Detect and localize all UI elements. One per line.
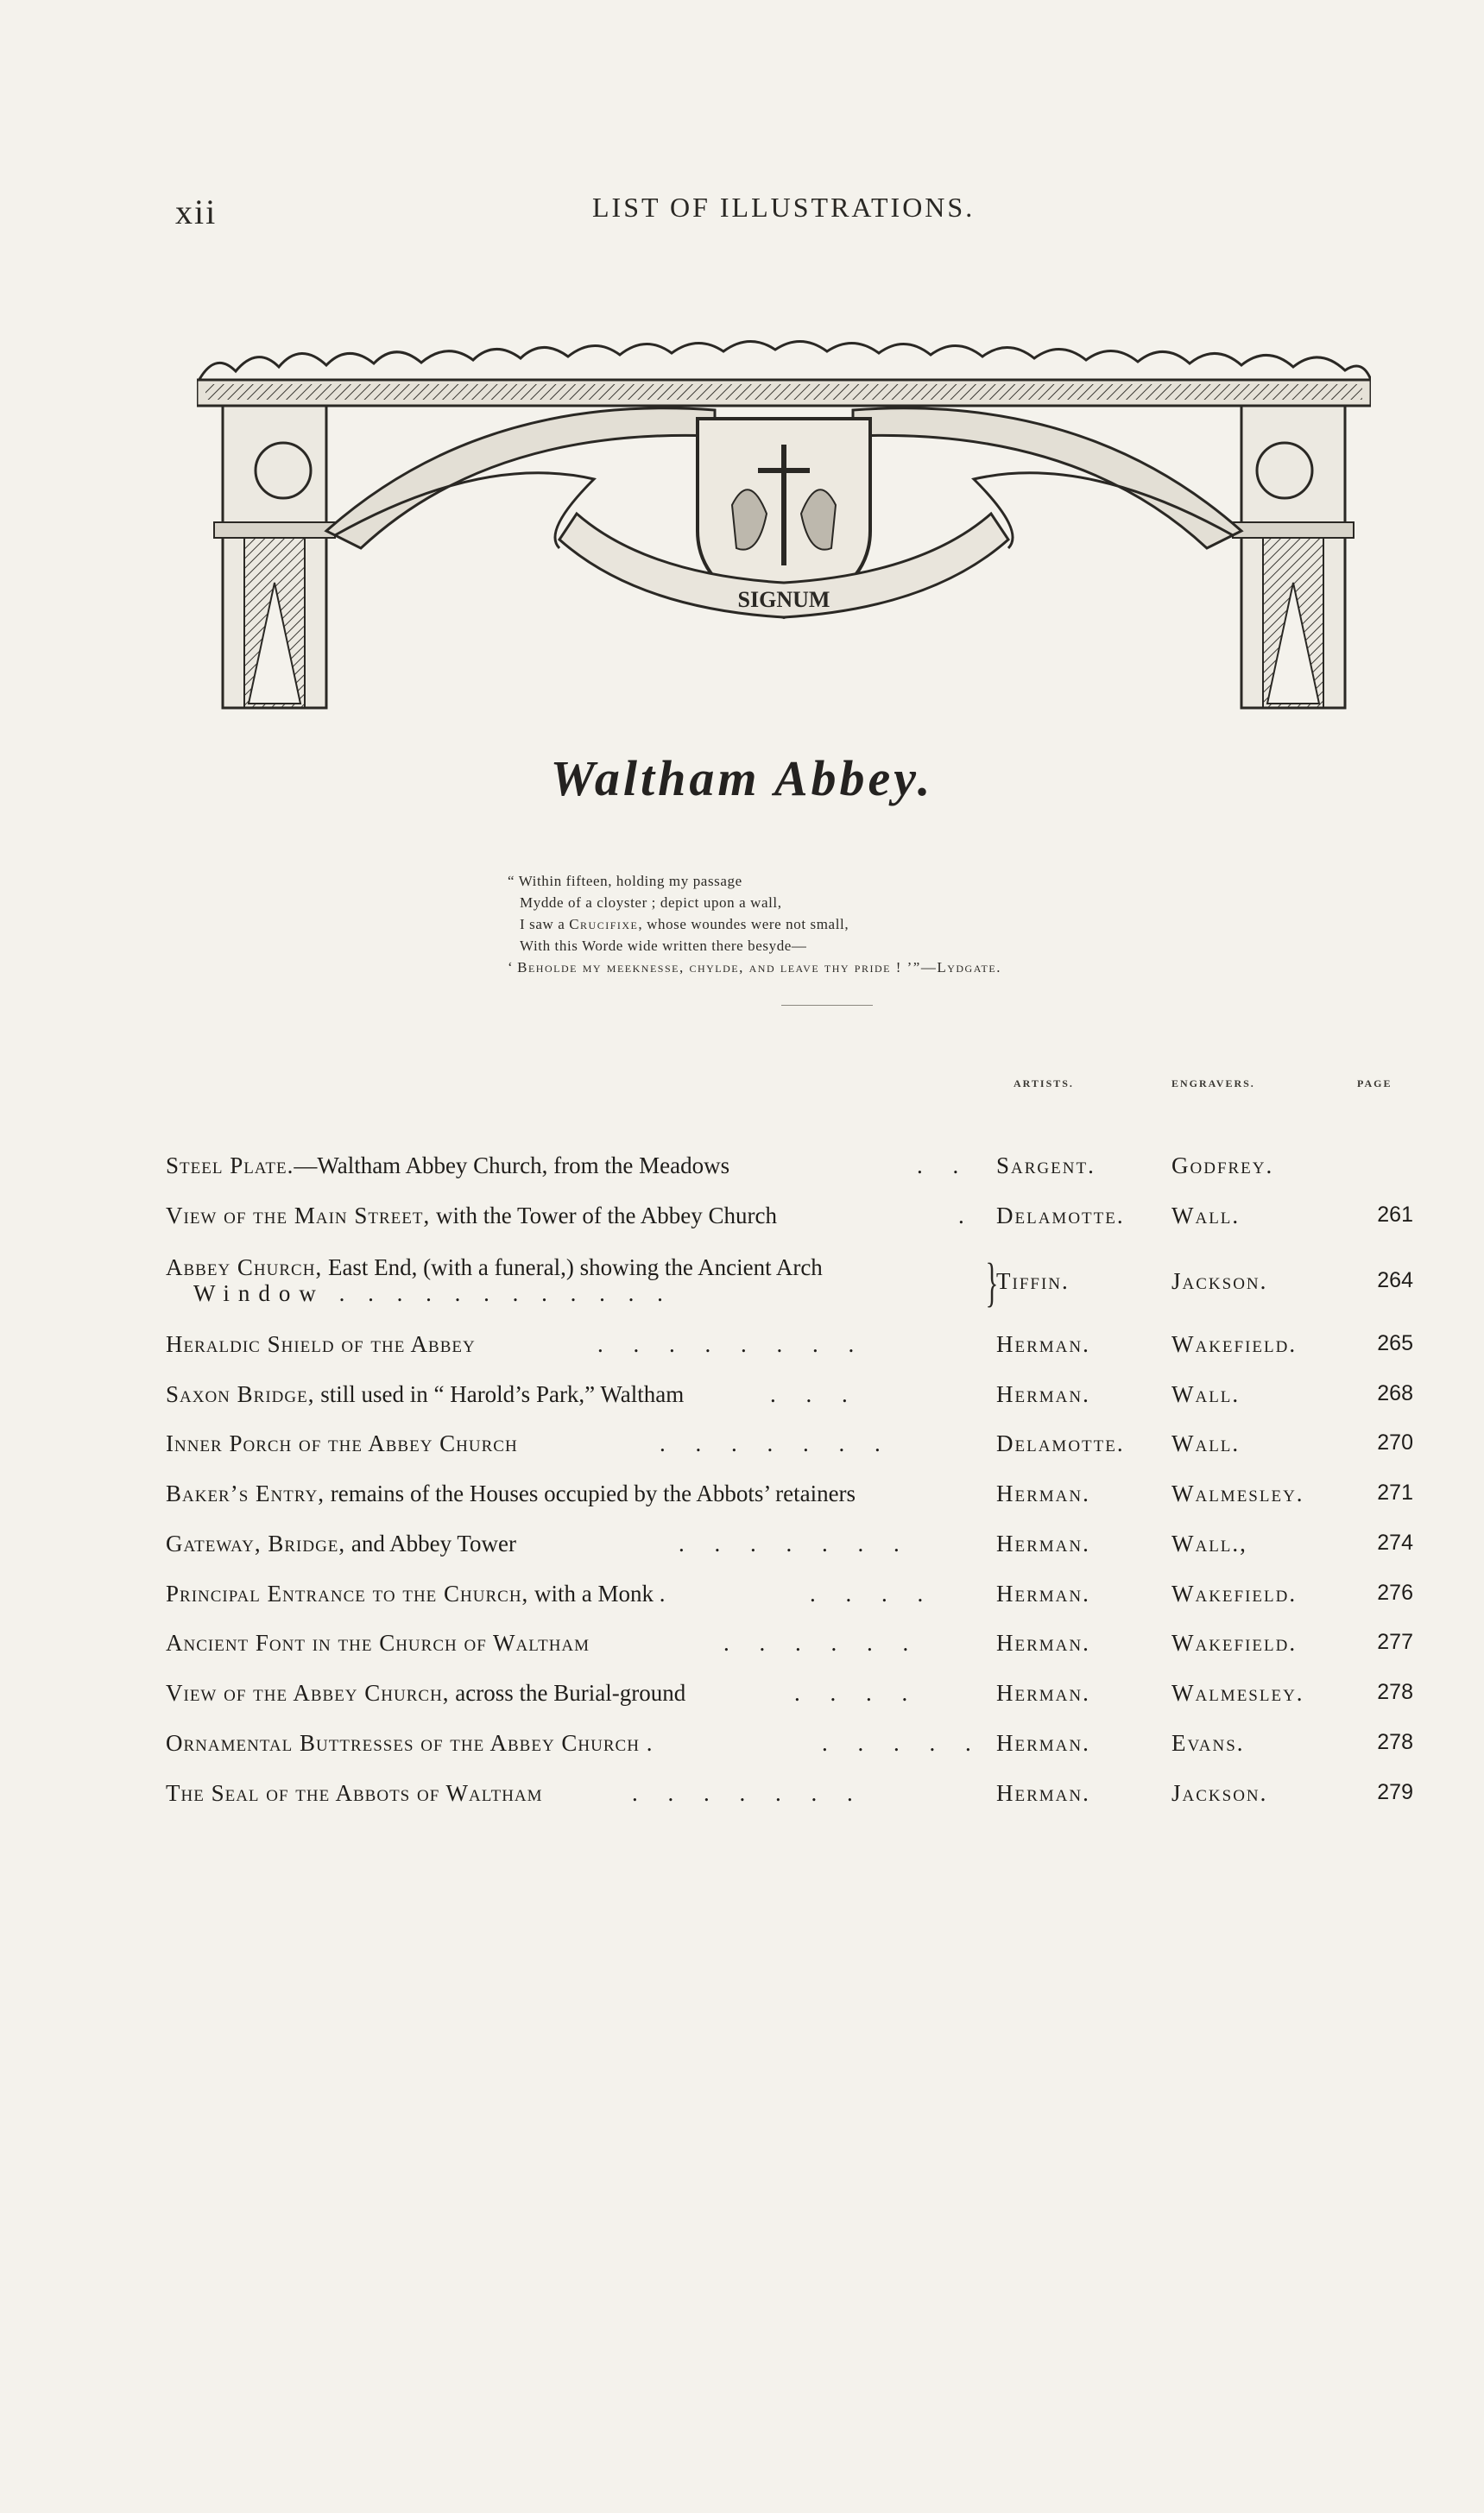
- epigraph-text: I saw a: [520, 916, 570, 932]
- entry-title: [166, 1780, 543, 1807]
- epigraph-text: , whose woundes were not small,: [638, 916, 849, 932]
- epigraph-text: ‘: [508, 959, 518, 976]
- leader-dots: . . .: [770, 1381, 860, 1407]
- entry-title-lead: Ornamental Buttresses of the Abbey Church .: [166, 1730, 654, 1756]
- crest-foliage-icon: [197, 341, 1371, 384]
- entry-title-rest: —Waltham Abbey Church, from the Meadows: [294, 1152, 730, 1178]
- column-header-engravers: ENGRAVERS.: [1171, 1077, 1255, 1089]
- entry-title-rest: with the Tower of the Abbey Church: [430, 1203, 778, 1228]
- entry-title-rest: East End, (with a funeral,) showing the Ancient Arch: [322, 1254, 823, 1280]
- entry-artist: Delamotte.: [996, 1203, 1125, 1228]
- column-header-artists: ARTISTS.: [1014, 1077, 1074, 1089]
- entry-engraver: Wall.,: [1171, 1531, 1247, 1556]
- entry-title-lead: The Seal of the Abbots of Waltham: [166, 1780, 543, 1806]
- epigraph-line: [508, 913, 1001, 935]
- epigraph-line: Mydde of a cloyster ; depict upon a wall,: [520, 894, 782, 911]
- entry-title-lead: Heraldic Shield of the Abbey: [166, 1331, 476, 1357]
- entry-title: [166, 1680, 685, 1707]
- entry-title-lead: View of the Main Street,: [166, 1203, 431, 1228]
- entry-title-lead: Abbey Church,: [166, 1254, 323, 1280]
- entry-engraver: Godfrey.: [1171, 1152, 1274, 1178]
- epigraph-line: “ Within fifteen, holding my passage: [508, 873, 742, 889]
- entry-page: 270: [1377, 1430, 1413, 1455]
- leader-dots: . . . . . . . .: [597, 1331, 867, 1357]
- epigraph-line: With this Worde wide written there besyde—: [520, 938, 807, 954]
- entry-page: 277: [1377, 1630, 1413, 1654]
- entry-page: 274: [1377, 1531, 1413, 1555]
- entry-title: [166, 1481, 856, 1507]
- entry-artist: Herman.: [996, 1730, 1090, 1756]
- epigraph-line: [508, 957, 1001, 978]
- entry-title-lead: Ancient Font in the Church of Waltham: [166, 1630, 590, 1656]
- entry-title-lead: Steel Plate.: [166, 1152, 294, 1178]
- divider-rule: [781, 1005, 873, 1006]
- entry-artist: Delamotte.: [996, 1430, 1125, 1456]
- entry-title: [166, 1254, 823, 1281]
- leader-dots: . . . . . .: [723, 1630, 921, 1656]
- entry-title: [166, 1730, 653, 1757]
- epigraph-attribution: —Lydgate.: [920, 959, 1001, 976]
- entry-engraver: Wall.: [1171, 1381, 1241, 1407]
- column-header-page: PAGE: [1357, 1077, 1392, 1089]
- entry-title: [166, 1630, 590, 1657]
- entry-page: 271: [1377, 1481, 1413, 1505]
- entry-artist: Herman.: [996, 1581, 1090, 1607]
- entry-title-lead: Gateway, Bridge,: [166, 1531, 346, 1556]
- entry-title-lead: Inner Porch of the Abbey Church: [166, 1430, 518, 1456]
- leader-dots: . . . . . . .: [660, 1430, 893, 1456]
- banner-text: SIGNUM: [737, 587, 830, 612]
- entry-title-rest: with a Monk .: [528, 1581, 666, 1607]
- entry-engraver: Wall.: [1171, 1203, 1241, 1228]
- leader-dots: . . . . . . .: [632, 1780, 865, 1806]
- entry-engraver: Jackson.: [1171, 1780, 1268, 1806]
- entry-engraver: Wall.: [1171, 1430, 1241, 1456]
- entry-artist: Herman.: [996, 1680, 1090, 1706]
- entry-artist: Herman.: [996, 1780, 1090, 1806]
- entry-title-lead: View of the Abbey Church,: [166, 1680, 450, 1706]
- entry-title-lead: Principal Entrance to the Church,: [166, 1581, 529, 1607]
- brace-glyph: }: [985, 1253, 999, 1312]
- section-title: Waltham Abbey.: [550, 750, 934, 806]
- leader-dots: . . . . . . .: [679, 1531, 912, 1556]
- entry-page: 278: [1377, 1680, 1413, 1704]
- entry-title-continuation: Window . . . . . . . . . . . .: [193, 1280, 672, 1306]
- entry-page: 265: [1377, 1331, 1413, 1355]
- epigraph-text: Crucifixe: [569, 916, 639, 932]
- leader-dots: . . . .: [794, 1680, 920, 1706]
- entry-engraver: Wakefield.: [1171, 1630, 1298, 1656]
- entry-page: 261: [1377, 1203, 1413, 1227]
- entry-artist: Herman.: [996, 1331, 1090, 1357]
- entry-artist: Tiffin.: [996, 1268, 1070, 1294]
- entry-artist: Herman.: [996, 1630, 1090, 1656]
- entry-engraver: Evans.: [1171, 1730, 1245, 1756]
- entry-title: [166, 1531, 516, 1557]
- entry-artist: Herman.: [996, 1481, 1090, 1506]
- page-number: xii: [175, 193, 218, 231]
- entry-artist: Herman.: [996, 1531, 1090, 1556]
- entry-engraver: Wakefield.: [1171, 1331, 1298, 1357]
- entry-title-rest: still used in “ Harold’s Park,” Waltham: [314, 1381, 685, 1407]
- leader-dots: . .: [917, 1152, 971, 1178]
- epigraph: [508, 870, 1001, 978]
- entry-page: 268: [1377, 1381, 1413, 1405]
- leader-dots: . . . .: [810, 1581, 936, 1607]
- entry-title: [166, 1331, 476, 1358]
- left-pillar-icon: [214, 406, 335, 708]
- right-pillar-icon: [1233, 406, 1354, 708]
- entry-title: [166, 1203, 777, 1229]
- entry-page: 279: [1377, 1780, 1413, 1804]
- entry-artist: Herman.: [996, 1381, 1090, 1407]
- running-head: LIST OF ILLUSTRATIONS.: [592, 192, 976, 223]
- ornamental-arch-headpiece: [197, 332, 1371, 721]
- entry-engraver: Jackson.: [1171, 1268, 1268, 1294]
- entry-page: 278: [1377, 1730, 1413, 1754]
- entry-artist: Sargent.: [996, 1152, 1096, 1178]
- entry-title: [166, 1430, 518, 1457]
- entry-engraver: Walmesley.: [1171, 1680, 1304, 1706]
- entry-title: [166, 1152, 729, 1179]
- entry-title-rest: and Abbey Tower: [345, 1531, 516, 1556]
- entry-title: [166, 1581, 666, 1607]
- leader-dots: . . . . .: [822, 1730, 983, 1756]
- entry-page: 276: [1377, 1581, 1413, 1605]
- entry-title-lead: Baker’s Entry,: [166, 1481, 325, 1506]
- entry-title-lead: Saxon Bridge,: [166, 1381, 315, 1407]
- entry-engraver: Wakefield.: [1171, 1581, 1298, 1607]
- entry-title-rest: remains of the Houses occupied by the Abbots’ retainers: [324, 1481, 856, 1506]
- entry-title: [166, 1381, 684, 1408]
- leader-dots: .: [958, 1203, 976, 1228]
- entry-page: 264: [1377, 1268, 1413, 1292]
- entry-engraver: Walmesley.: [1171, 1481, 1304, 1506]
- entry-title-rest: across the Burial-ground: [449, 1680, 686, 1706]
- epigraph-text: Beholde my meeknesse, chylde, and leave thy pride ! ’”: [517, 959, 921, 976]
